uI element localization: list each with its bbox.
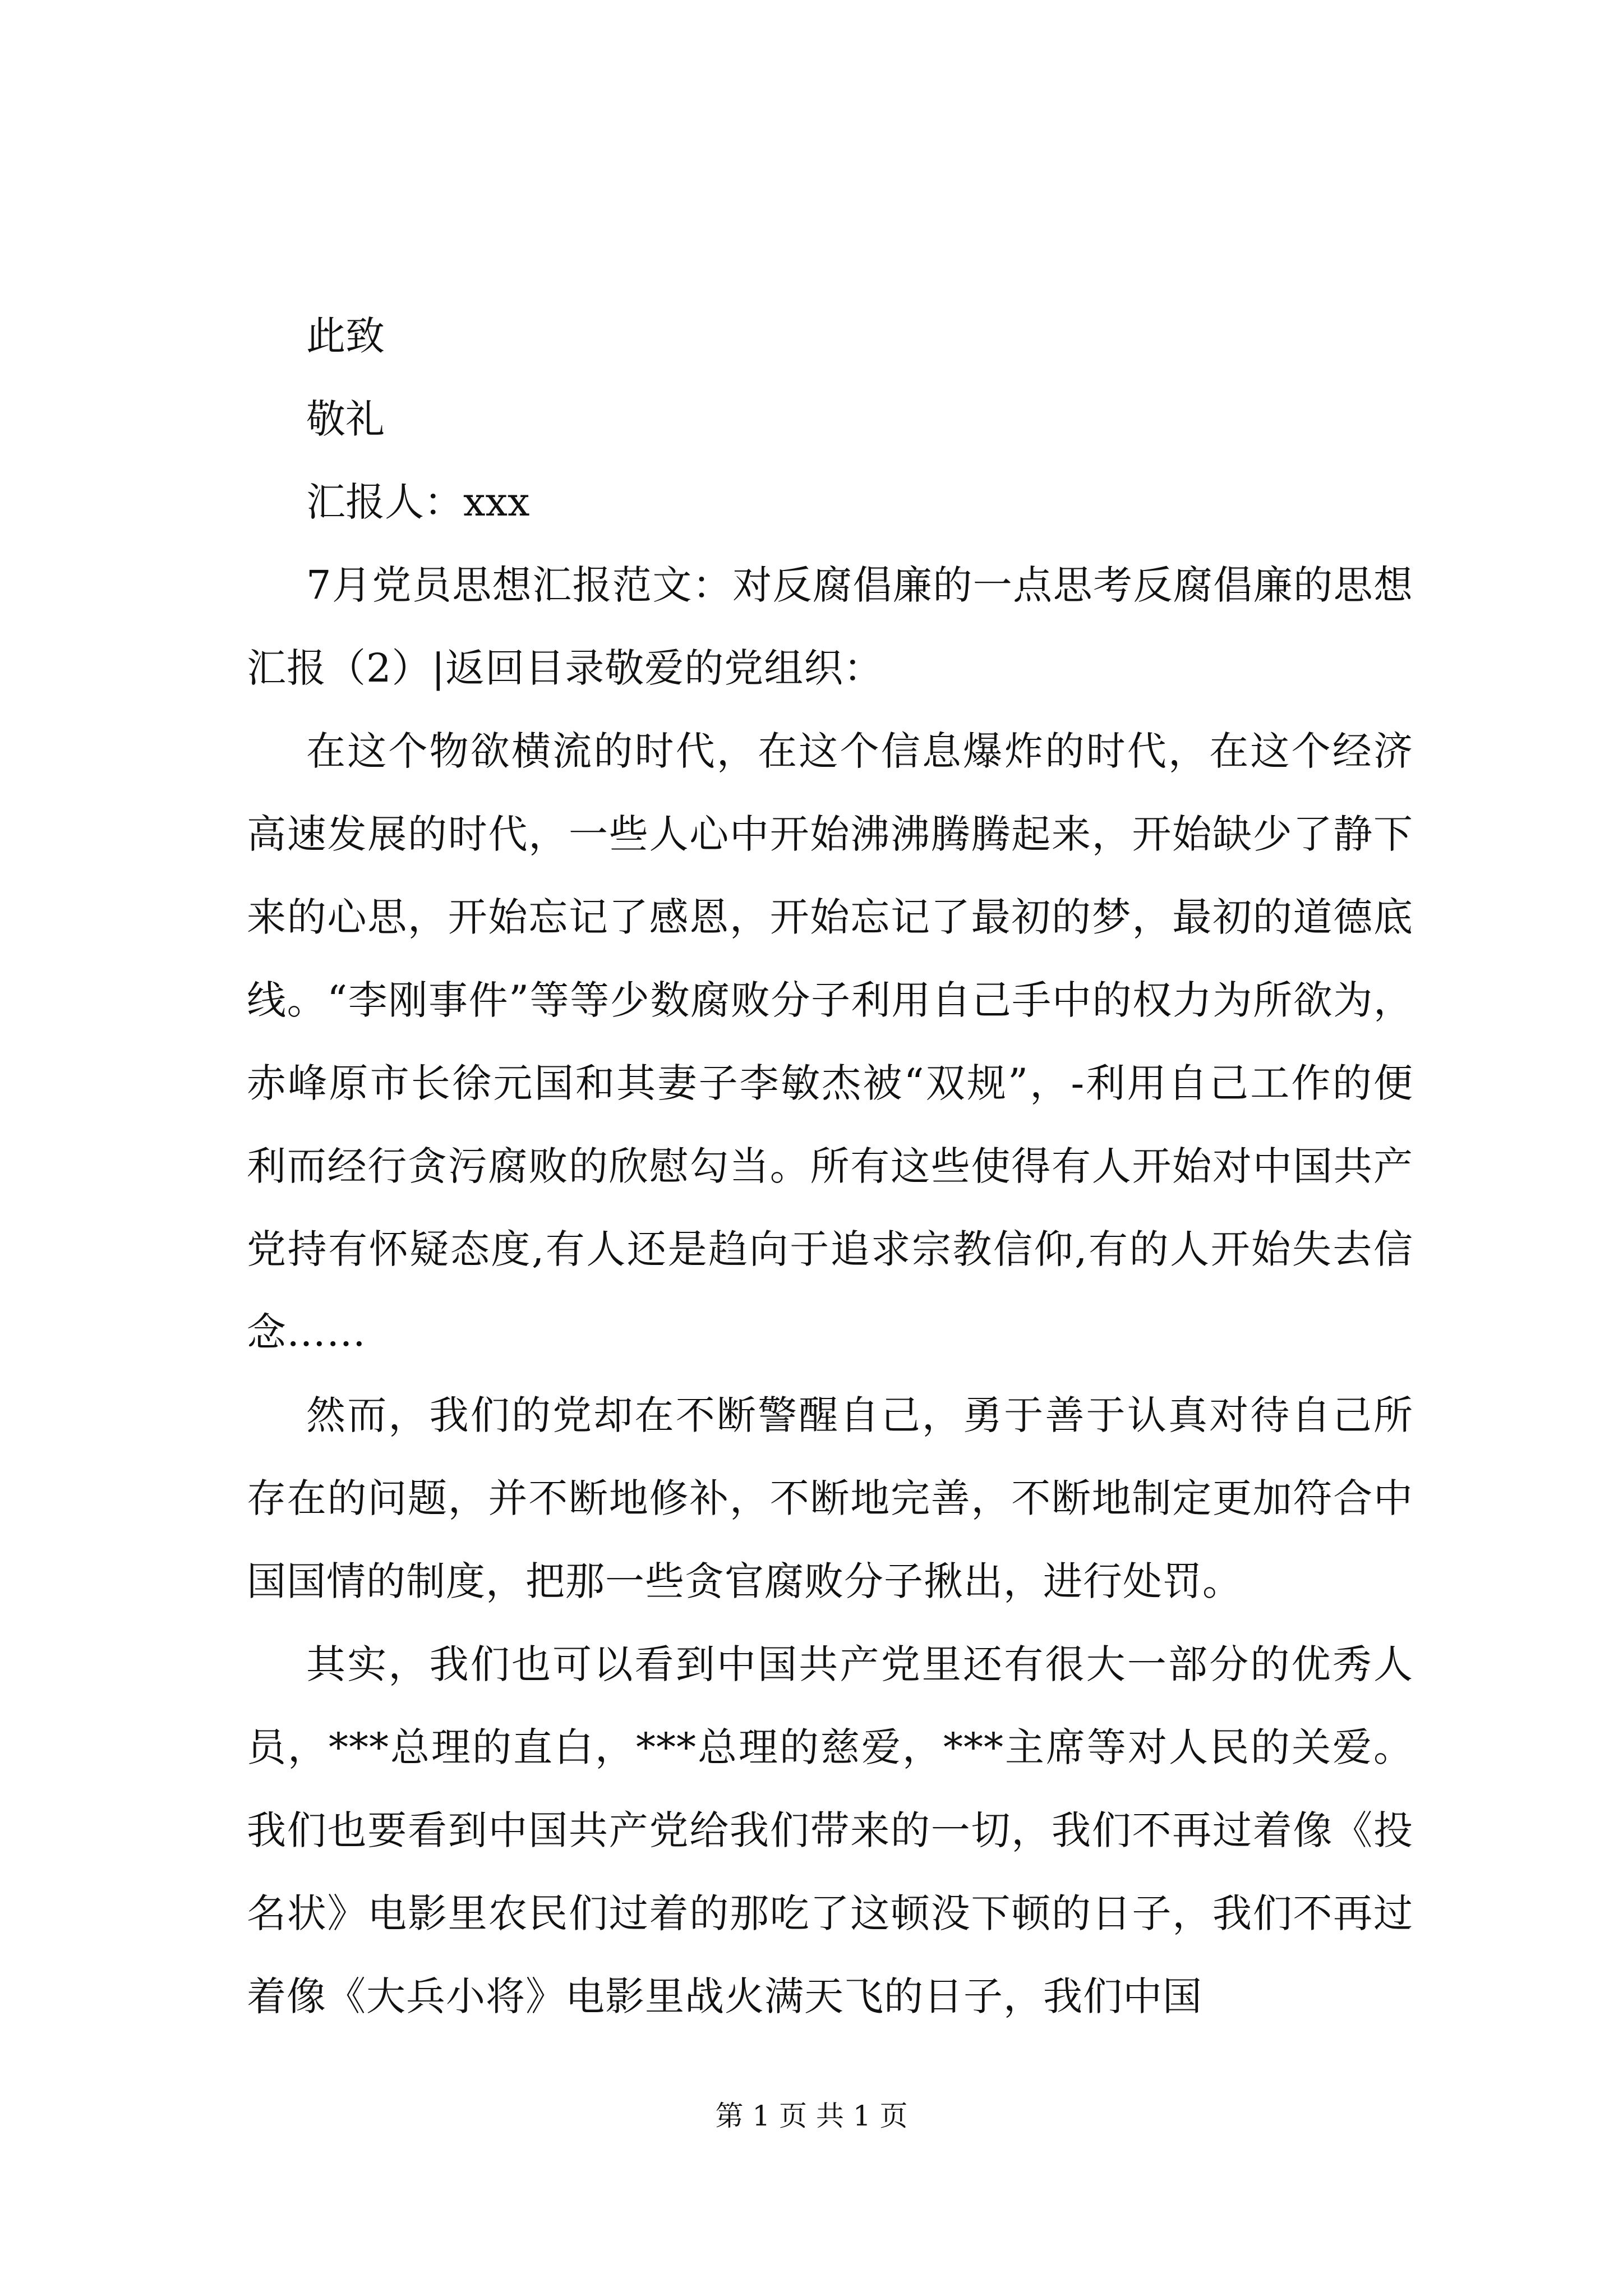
paragraph-body-3: 其实，我们也可以看到中国共产党里还有很大一部分的优秀人员，***总理的直白，***总理的慈爱，***主席等对人民的关爱。我们也要看到中国共产党给我们带来的一切，我们不再过着像《投名状》电影里农民们过着的那吃了这顿没下顿的日子，我们不再过着像《大兵小将》电影里战火满天飞的日子，我们中国 <box>247 1641 1413 2019</box>
paragraph-body-2: 然而，我们的党却在不断警醒自己，勇于善于认真对待自己所存在的问题，并不断地修补，不断地完善，不断地制定更加符合中国国情的制度，把那一些贪官腐败分子揪出，进行处罚。 <box>247 1392 1413 1604</box>
reporter-line: 汇报人：xxx <box>306 479 530 525</box>
paragraph-title-line: 7月党员思想汇报范文：对反腐倡廉的一点思考反腐倡廉的思想汇报（2）|返回目录敬爱的党组织： <box>247 562 1413 691</box>
document-body <box>247 295 1413 2038</box>
page-footer: 第 1 页 共 1 页 <box>715 2100 908 2132</box>
closing-salutation-1: 此致 <box>306 313 385 359</box>
paragraph-body-1: 在这个物欲横流的时代，在这个信息爆炸的时代，在这个经济高速发展的时代，一些人心中开始沸沸腾腾起来，开始缺少了静下来的心思，开始忘记了感恩，开始忘记了最初的梦，最初的道德底线。“李刚事件”等等少数腐败分子利用自己手中的权力为所欲为，赤峰原市长徐元国和其妻子李敏杰被“双规”，-利用自己工作的便利而经行贪污腐败的欣慰勾当。所有这些使得有人开始对中国共产党持有怀疑态度,有人还是趋向于追求宗教信仰,有的人开始失去信念…… <box>247 728 1413 1355</box>
closing-salutation-2: 敬礼 <box>306 396 385 442</box>
